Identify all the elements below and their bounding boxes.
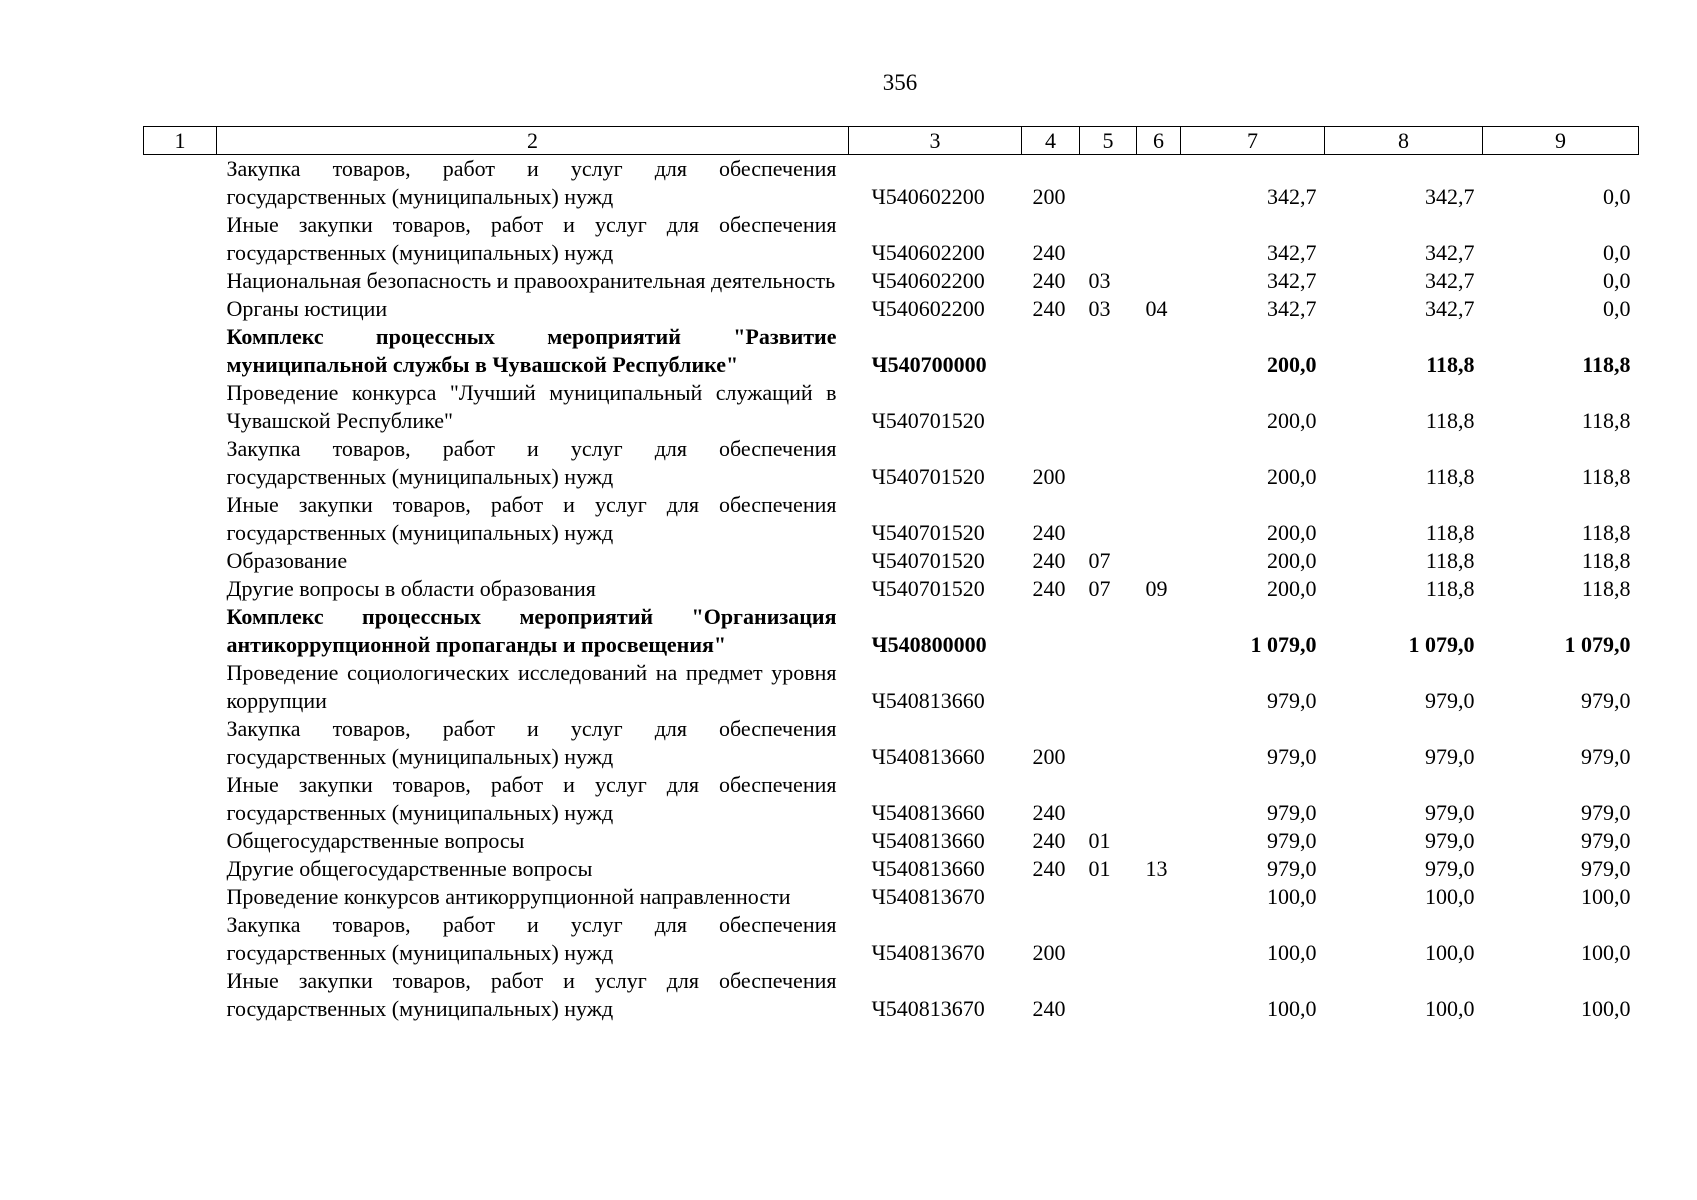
row-number-cell (144, 967, 217, 1023)
amount-col7-cell: 200,0 (1267, 408, 1317, 433)
expense-type-cell: 240 (1032, 576, 1066, 601)
subsection-cell (1137, 911, 1181, 967)
column-header: 9 (1483, 127, 1639, 155)
section-cell (1080, 715, 1137, 771)
row-number-cell (144, 659, 217, 715)
amount-col9-cell: 0,0 (1603, 240, 1631, 265)
target-code-cell: Ч540602200 (871, 296, 985, 321)
target-code-cell: Ч540813670 (871, 940, 985, 965)
amount-col8-cell: 342,7 (1425, 296, 1475, 321)
description-cell: Закупка товаров, работ и услуг для обеспечения государственных (муниципальных) нужд (226, 156, 837, 209)
amount-col7-cell: 979,0 (1267, 828, 1317, 853)
amount-col7-cell: 979,0 (1267, 744, 1317, 769)
description-cell: Иные закупки товаров, работ и услуг для обеспечения государственных (муниципальных) нужд (226, 492, 837, 545)
target-code-cell: Ч540813660 (871, 688, 985, 713)
subsection-cell (1137, 267, 1181, 295)
amount-col8-cell: 118,8 (1425, 520, 1475, 545)
amount-col8-cell: 118,8 (1425, 548, 1475, 573)
amount-col7-cell: 200,0 (1267, 464, 1317, 489)
amount-col7-cell: 979,0 (1267, 856, 1317, 881)
amount-col8-cell: 342,7 (1425, 240, 1475, 265)
description-cell: Национальная безопасность и правоохранительная деятельность (226, 268, 836, 293)
column-header: 1 (144, 127, 217, 155)
target-code-cell: Ч540602200 (871, 184, 985, 209)
table-row (144, 267, 1639, 295)
section-cell (1080, 603, 1137, 659)
target-code-cell: Ч540813660 (871, 800, 985, 825)
target-code-cell: Ч540602200 (871, 240, 985, 265)
amount-col8-cell: 100,0 (1425, 940, 1475, 965)
subsection-cell (1137, 659, 1181, 715)
table-body (144, 155, 1639, 1024)
target-code-cell: Ч540813670 (871, 996, 985, 1021)
amount-col7-cell: 342,7 (1267, 268, 1317, 293)
column-header: 2 (217, 127, 849, 155)
section-cell: 03 (1088, 268, 1111, 293)
section-cell: 01 (1088, 828, 1111, 853)
table-row (144, 827, 1639, 855)
amount-col9-cell: 100,0 (1581, 884, 1631, 909)
column-header: 3 (849, 127, 1022, 155)
row-number-cell (144, 715, 217, 771)
amount-col8-cell: 979,0 (1425, 688, 1475, 713)
subsection-cell (1137, 883, 1181, 911)
target-code-cell: Ч540813660 (871, 828, 985, 853)
amount-col9-cell: 0,0 (1603, 268, 1631, 293)
table-header (144, 127, 1639, 155)
column-header: 6 (1137, 127, 1181, 155)
amount-col7-cell: 342,7 (1267, 184, 1317, 209)
target-code-cell: Ч540701520 (871, 464, 985, 489)
expense-type-cell: 240 (1032, 268, 1066, 293)
column-header: 8 (1325, 127, 1483, 155)
table-row (144, 211, 1639, 267)
description-cell: Другие вопросы в области образования (226, 576, 596, 601)
target-code-cell: Ч540800000 (871, 632, 987, 657)
section-cell: 07 (1088, 576, 1111, 601)
expense-type-cell: 200 (1032, 744, 1066, 769)
row-number-cell (144, 155, 217, 212)
amount-col8-cell: 342,7 (1425, 268, 1475, 293)
column-header: 7 (1181, 127, 1325, 155)
target-code-cell: Ч540701520 (871, 576, 985, 601)
description-cell: Закупка товаров, работ и услуг для обеспечения государственных (муниципальных) нужд (226, 912, 837, 965)
table-row (144, 547, 1639, 575)
description-cell: Иные закупки товаров, работ и услуг для обеспечения государственных (муниципальных) нужд (226, 772, 837, 825)
section-cell: 03 (1088, 296, 1111, 321)
subsection-cell (1137, 491, 1181, 547)
expense-type-cell: 240 (1032, 800, 1066, 825)
subsection-cell (1137, 323, 1181, 379)
table-row (144, 435, 1639, 491)
subsection-cell (1137, 547, 1181, 575)
target-code-cell: Ч540701520 (871, 548, 985, 573)
row-number-cell (144, 267, 217, 295)
budget-table-container (143, 126, 1638, 1023)
expense-type-cell: 240 (1032, 856, 1066, 881)
amount-col8-cell: 979,0 (1425, 856, 1475, 881)
amount-col9-cell: 0,0 (1603, 296, 1631, 321)
amount-col9-cell: 118,8 (1581, 576, 1631, 601)
amount-col7-cell: 200,0 (1267, 576, 1317, 601)
expense-type-cell: 200 (1032, 184, 1066, 209)
subsection-cell (1137, 435, 1181, 491)
amount-col7-cell: 342,7 (1267, 296, 1317, 321)
description-cell: Органы юстиции (226, 296, 388, 321)
subsection-cell (1137, 967, 1181, 1023)
amount-col9-cell: 118,8 (1581, 464, 1631, 489)
subsection-cell: 04 (1145, 296, 1168, 321)
amount-col9-cell: 979,0 (1581, 828, 1631, 853)
target-code-cell: Ч540813660 (871, 744, 985, 769)
amount-col8-cell: 100,0 (1425, 884, 1475, 909)
table-row (144, 323, 1639, 379)
description-cell: Иные закупки товаров, работ и услуг для обеспечения государственных (муниципальных) нужд (226, 212, 837, 265)
table-row (144, 295, 1639, 323)
description-cell: Комплекс процессных мероприятий "Организация антикоррупционной пропаганды и просвещения" (226, 604, 837, 657)
row-number-cell (144, 547, 217, 575)
expense-type-cell: 200 (1032, 464, 1066, 489)
target-code-cell: Ч540813670 (871, 884, 985, 909)
row-number-cell (144, 827, 217, 855)
amount-col8-cell: 100,0 (1425, 996, 1475, 1021)
amount-col7-cell: 979,0 (1267, 800, 1317, 825)
row-number-cell (144, 491, 217, 547)
section-cell (1080, 211, 1137, 267)
budget-table (143, 126, 1639, 1023)
amount-col9-cell: 118,8 (1581, 520, 1631, 545)
section-cell (1080, 323, 1137, 379)
amount-col7-cell: 342,7 (1267, 240, 1317, 265)
expense-type-cell: 240 (1032, 296, 1066, 321)
section-cell (1080, 659, 1137, 715)
amount-col9-cell: 1 079,0 (1564, 632, 1631, 657)
column-header: 5 (1080, 127, 1137, 155)
amount-col7-cell: 100,0 (1267, 940, 1317, 965)
row-number-cell (144, 603, 217, 659)
amount-col9-cell: 118,8 (1581, 408, 1631, 433)
amount-col8-cell: 979,0 (1425, 744, 1475, 769)
description-cell: Образование (226, 548, 348, 573)
section-cell (1080, 435, 1137, 491)
amount-col7-cell: 100,0 (1267, 996, 1317, 1021)
expense-type-cell (1022, 379, 1080, 435)
amount-col9-cell: 118,8 (1582, 352, 1631, 377)
section-cell (1080, 491, 1137, 547)
section-cell (1080, 155, 1137, 212)
description-cell: Закупка товаров, работ и услуг для обеспечения государственных (муниципальных) нужд (226, 436, 837, 489)
row-number-cell (144, 575, 217, 603)
subsection-cell (1137, 211, 1181, 267)
row-number-cell (144, 771, 217, 827)
subsection-cell (1137, 827, 1181, 855)
table-row (144, 603, 1639, 659)
expense-type-cell: 240 (1032, 240, 1066, 265)
amount-col7-cell: 200,0 (1267, 548, 1317, 573)
amount-col9-cell: 979,0 (1581, 688, 1631, 713)
amount-col8-cell: 1 079,0 (1408, 632, 1475, 657)
table-row (144, 855, 1639, 883)
description-cell: Проведение социологических исследований на предмет уровня коррупции (226, 660, 837, 713)
expense-type-cell: 240 (1032, 996, 1066, 1021)
target-code-cell: Ч540701520 (871, 408, 985, 433)
amount-col9-cell: 118,8 (1581, 548, 1631, 573)
description-cell: Закупка товаров, работ и услуг для обеспечения государственных (муниципальных) нужд (226, 716, 837, 769)
section-cell (1080, 379, 1137, 435)
column-header: 4 (1022, 127, 1080, 155)
row-number-cell (144, 211, 217, 267)
expense-type-cell (1022, 883, 1080, 911)
subsection-cell (1137, 379, 1181, 435)
table-row (144, 155, 1639, 212)
description-cell: Общегосударственные вопросы (226, 828, 525, 853)
subsection-cell (1137, 155, 1181, 212)
target-code-cell: Ч540813660 (871, 856, 985, 881)
amount-col7-cell: 200,0 (1267, 352, 1317, 377)
page-number: 356 (882, 70, 918, 95)
amount-col9-cell: 0,0 (1603, 184, 1631, 209)
amount-col8-cell: 979,0 (1425, 828, 1475, 853)
table-row (144, 491, 1639, 547)
row-number-cell (144, 883, 217, 911)
row-number-cell (144, 323, 217, 379)
subsection-cell (1137, 603, 1181, 659)
expense-type-cell: 240 (1032, 548, 1066, 573)
amount-col8-cell: 118,8 (1425, 576, 1475, 601)
target-code-cell: Ч540701520 (871, 520, 985, 545)
amount-col7-cell: 100,0 (1267, 884, 1317, 909)
section-cell (1080, 883, 1137, 911)
description-cell: Другие общегосударственные вопросы (226, 856, 593, 881)
expense-type-cell: 240 (1032, 520, 1066, 545)
target-code-cell: Ч540602200 (871, 268, 985, 293)
amount-col8-cell: 342,7 (1425, 184, 1475, 209)
row-number-cell (144, 379, 217, 435)
description-cell: Проведение конкурса "Лучший муниципальный служащий в Чувашской Республике" (226, 380, 837, 433)
table-row (144, 911, 1639, 967)
section-cell (1080, 771, 1137, 827)
header-row (144, 127, 1639, 155)
amount-col9-cell: 979,0 (1581, 800, 1631, 825)
table-row (144, 883, 1639, 911)
amount-col9-cell: 100,0 (1581, 996, 1631, 1021)
section-cell: 07 (1088, 548, 1111, 573)
amount-col7-cell: 979,0 (1267, 688, 1317, 713)
amount-col8-cell: 979,0 (1425, 800, 1475, 825)
amount-col8-cell: 118,8 (1425, 408, 1475, 433)
expense-type-cell (1022, 323, 1080, 379)
description-cell: Проведение конкурсов антикоррупционной направленности (226, 884, 791, 909)
table-row (144, 659, 1639, 715)
row-number-cell (144, 295, 217, 323)
row-number-cell (144, 911, 217, 967)
row-number-cell (144, 435, 217, 491)
section-cell: 01 (1088, 856, 1111, 881)
amount-col7-cell: 1 079,0 (1250, 632, 1317, 657)
amount-col8-cell: 118,8 (1425, 464, 1475, 489)
subsection-cell: 13 (1145, 856, 1168, 881)
subsection-cell (1137, 771, 1181, 827)
expense-type-cell (1022, 659, 1080, 715)
subsection-cell: 09 (1145, 576, 1168, 601)
table-row (144, 771, 1639, 827)
subsection-cell (1137, 715, 1181, 771)
expense-type-cell (1022, 603, 1080, 659)
amount-col9-cell: 100,0 (1581, 940, 1631, 965)
amount-col9-cell: 979,0 (1581, 744, 1631, 769)
description-cell: Иные закупки товаров, работ и услуг для обеспечения государственных (муниципальных) нужд (226, 968, 837, 1021)
section-cell (1080, 967, 1137, 1023)
row-number-cell (144, 855, 217, 883)
section-cell (1080, 911, 1137, 967)
amount-col9-cell: 979,0 (1581, 856, 1631, 881)
table-row (144, 715, 1639, 771)
table-row (144, 379, 1639, 435)
expense-type-cell: 240 (1032, 828, 1066, 853)
description-cell: Комплекс процессных мероприятий "Развитие муниципальной службы в Чувашской Республике" (226, 324, 837, 377)
target-code-cell: Ч540700000 (871, 352, 987, 377)
table-row (144, 967, 1639, 1023)
table-row (144, 575, 1639, 603)
expense-type-cell: 200 (1032, 940, 1066, 965)
amount-col7-cell: 200,0 (1267, 520, 1317, 545)
amount-col8-cell: 118,8 (1426, 352, 1475, 377)
